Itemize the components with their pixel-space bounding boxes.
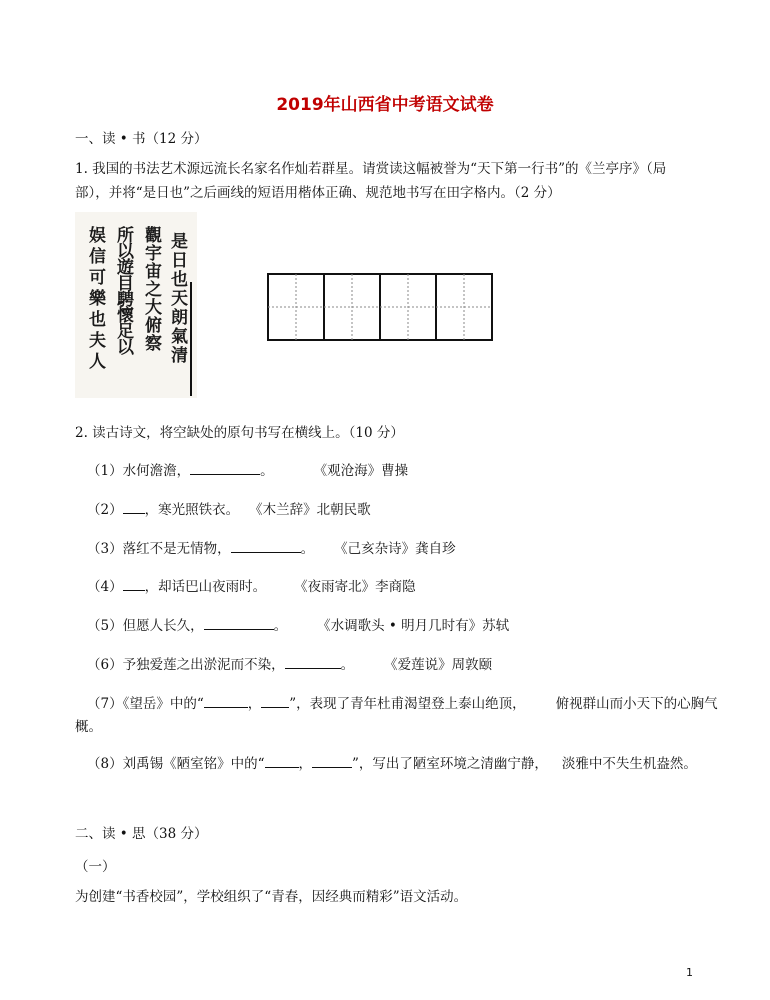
item-text-after: ，却话巴山夜雨时。	[144, 579, 267, 595]
item-source: 《水调歌头 • 明月几时有》苏轼	[317, 618, 510, 634]
exam-title: 2019年山西省中考语文试卷	[276, 95, 494, 115]
activity-intro: 为创建“书香校园”，学校组织了“青春，因经典而精彩”语文活动。	[75, 889, 468, 905]
calligraphy-column-3: 所以遊目騁懷足以	[113, 226, 133, 354]
item-number: （1）	[87, 463, 123, 479]
tianzige-grid[interactable]	[267, 272, 493, 342]
item-text-before: 水何澹澹，	[122, 463, 191, 479]
answer-blank[interactable]	[204, 693, 248, 708]
answer-blank[interactable]	[231, 538, 301, 553]
q1-text-line1: 1. 我国的书法艺术源远流长名家名作灿若群星。请赏读这幅被誉为“天下第一行书”的《兰亭序》（局	[75, 161, 667, 177]
item-text-after: ，寒光照铁衣。	[144, 502, 240, 518]
section2-heading: 二、读 • 思（38 分）	[75, 826, 208, 842]
item-text-after: 。	[340, 657, 355, 673]
calligraphy-image	[75, 212, 197, 398]
item-source: 《爱莲说》周敦颐	[384, 657, 493, 673]
answer-blank[interactable]	[190, 460, 260, 475]
q2-item	[75, 460, 408, 483]
item-source: 《己亥杂诗》龚自珍	[334, 541, 456, 557]
q2-item	[75, 654, 492, 677]
calligraphy-column-1: 是日也天朗氣清	[167, 232, 187, 365]
answer-blank[interactable]	[123, 576, 145, 591]
item-text-after: 。	[300, 541, 315, 557]
answer-blank[interactable]	[261, 693, 289, 708]
page-number: 1	[686, 966, 693, 979]
item-text-before: 但愿人长久，	[122, 618, 204, 634]
subsection-1: （一）	[75, 859, 116, 875]
item-text-after: 。	[273, 618, 288, 634]
item-number: （5）	[87, 618, 123, 634]
section1-heading: 一、读 • 书（12 分）	[75, 131, 208, 147]
q2-item	[75, 576, 416, 599]
item-text-before: 落红不是无情物，	[122, 541, 231, 557]
answer-blank[interactable]	[312, 753, 352, 768]
item-number: （2）	[87, 502, 123, 518]
answer-blank[interactable]	[123, 499, 145, 514]
item-source: 《观沧海》曹操	[313, 463, 409, 479]
answer-blank[interactable]	[285, 654, 341, 669]
item-number: （3）	[87, 541, 123, 557]
item-text-after: 。	[260, 463, 274, 479]
q2-item	[75, 538, 456, 561]
item-source: 《木兰辞》北朝民歌	[249, 502, 371, 518]
item-number: （6）	[87, 657, 123, 673]
item-number: （4）	[87, 579, 123, 595]
q1-text-line2: 部），并将“是日也”之后画线的短语用楷体正确、规范地书写在田字格内。（2 分）	[75, 185, 561, 201]
q2-item7-line1: （7）《望岳》中的“ ， ”，表现了青年杜甫渴望登上泰山绝顶， 俯视群山而小天下的心胸气	[75, 693, 718, 716]
q2-item8: （8）刘禹锡《陋室铭》中的“ ， ”，写出了陋室环境之清幽宁静， 淡雅中不失生机盎然。	[75, 753, 697, 776]
calligraphy-column-4: 娱信可樂也夫人	[85, 226, 105, 373]
answer-blank[interactable]	[265, 753, 299, 768]
calligraphy-column-2: 觀宇宙之大俯察	[141, 226, 161, 352]
item-source: 《夜雨寄北》李商隐	[294, 579, 416, 595]
q2-item7-line2: 概。	[75, 719, 102, 735]
grid-cells	[268, 274, 492, 340]
q2-item	[75, 499, 371, 522]
q2-text: 2. 读古诗文，将空缺处的原句书写在横线上。（10 分）	[75, 425, 404, 441]
answer-blank[interactable]	[204, 615, 274, 630]
item-text-before: 予独爱莲之出淤泥而不染，	[122, 657, 285, 673]
q2-item	[75, 615, 509, 638]
